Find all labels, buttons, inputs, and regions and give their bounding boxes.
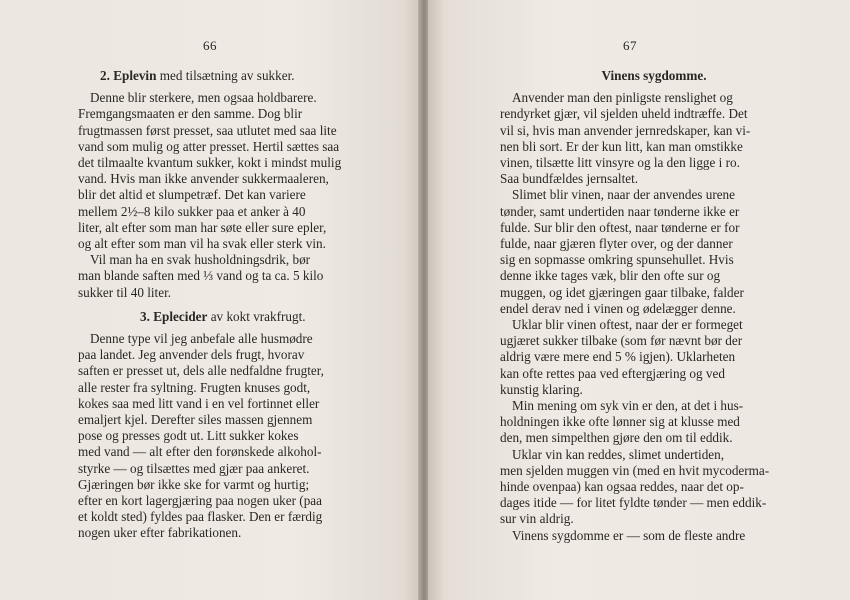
text-line: et koldt sted) fyldes paa flasker. Den er færdig xyxy=(78,509,323,525)
text-line: denne ikke tages væk, blir den ofte sur og xyxy=(500,268,721,284)
right-page-text xyxy=(500,68,808,544)
text-line: endel derav ned i vinen og ødelægger denne. xyxy=(500,300,736,316)
text-line: dages itide — for litet fyldte tønder — men eddik- xyxy=(500,495,767,511)
text-line: vand som mulig og atter presset. Hertil sættes saa xyxy=(78,138,340,154)
text-line: liter, alt efter som man har søte eller sure epler, xyxy=(78,219,327,235)
text-line: styrke — og tilsættes med gjær paa ankeret. xyxy=(78,460,310,476)
text-line: Uklar blir vinen oftest, naar der er formeget xyxy=(512,317,743,333)
text-line: fulde. Sur blir den oftest, naar tønderne er for xyxy=(500,219,740,235)
text-line: emaljert kjel. Derefter siles massen gjennem xyxy=(78,412,313,428)
section-3-heading xyxy=(78,309,390,325)
text-line: mellem 2½–8 kilo sukker paa et anker à 40 xyxy=(78,203,306,219)
text-line: Gjæringen bør ikke ske for varmt og hurtig; xyxy=(78,476,310,492)
text-line: den, men simpelthen gjøre den om til eddik. xyxy=(500,430,733,446)
text-line: kan ofte rettes paa ved eftergjæring og ved xyxy=(500,365,725,381)
text-line: kokes saa med litt vand i en vel fortinnet eller xyxy=(78,395,320,411)
text-line: Vinens sygdomme er — som de fleste andre xyxy=(512,527,746,543)
section-3-title: Eplecider xyxy=(153,308,208,324)
text-line: Denne type vil jeg anbefale alle husmødre xyxy=(90,331,313,347)
text-line: Uklar vin kan reddes, slimet undertiden, xyxy=(512,446,725,462)
left-page xyxy=(0,0,420,600)
text-line: nogen uker efter fabrikationen. xyxy=(78,525,242,541)
text-line: tønder, samt undertiden naar tønderne ikke er xyxy=(500,203,740,219)
text-line: Fremgangsmaaten er den samme. Dog blir xyxy=(78,106,303,122)
text-line: Slimet blir vinen, naar der anvendes urene xyxy=(512,187,736,203)
text-line: kunstig klaring. xyxy=(500,381,583,397)
text-line: ugjæret sukker tilbake (som før nævnt bør der xyxy=(500,333,743,349)
text-line: Saa bundfældes jernsaltet. xyxy=(500,171,639,187)
spacer xyxy=(78,301,390,309)
text-line: frugtmassen først presset, saa utlutet med saa lite xyxy=(78,122,337,138)
page-number-left: 66 xyxy=(203,38,217,53)
text-line: hinde ovenpaa) kan ogsaa reddes, naar det op- xyxy=(500,479,744,495)
text-line: pose og presses godt ut. Litt sukker kokes xyxy=(78,428,299,444)
text-line: efter en kort lagergjæring paa nogen uker (paa xyxy=(78,493,322,509)
section-2-title: Eplevin xyxy=(113,68,157,83)
left-page-text xyxy=(78,68,390,542)
right-page xyxy=(428,0,850,600)
section-heading: Vinens sygdomme. xyxy=(601,68,707,83)
text-line: holdningen ikke ofte lønner sig at klusse med xyxy=(500,414,740,430)
text-line: men sjelden muggen vin (med en hvit mycoderma- xyxy=(500,462,770,478)
text-line: og alt efter som man vil ha svak eller sterk vin. xyxy=(78,236,326,252)
text-line: blir det altid et slumpetræf. Det kan variere xyxy=(78,187,306,203)
section-3-subtitle: av kokt vrakfrugt. xyxy=(207,308,306,324)
section-3-number: 3. xyxy=(140,308,150,324)
text-line: det tilmaalte kvantum sukker, kokt i mindst mulig xyxy=(78,155,342,171)
text-line: sig en sopmasse omkring spunsehullet. Hvis xyxy=(500,252,734,268)
text-line: man blande saften med ⅓ vand og ta ca. 5 kilo xyxy=(78,268,324,284)
section-2-subtitle: med tilsætning av sukker. xyxy=(156,68,295,83)
text-line: fulde, naar gjæren flyter over, og der danner xyxy=(500,236,733,252)
text-line: alle rester fra syltning. Frugten knuses godt, xyxy=(78,379,311,395)
text-line: sukker til 40 liter. xyxy=(78,284,172,300)
section-2-heading xyxy=(78,68,390,84)
text-line: Anvender man den pinligste renslighet og xyxy=(512,90,733,106)
text-line: vand. Hvis man ikke anvender sukkermaaleren, xyxy=(78,171,329,187)
page-number-right: 67 xyxy=(623,38,637,53)
text-line: muggen, og idet gjæringen gaar tilbake, falder xyxy=(500,284,744,300)
text-line: Denne blir sterkere, men ogsaa holdbarere. xyxy=(90,90,317,106)
text-line: Min mening om syk vin er den, at det i hus- xyxy=(512,398,744,414)
text-line: vinen, tilsætte litt vinsyre og la den ligge i ro. xyxy=(500,155,740,171)
text-line: rendyrket gjær, vil sjelden uheld indtræffe. Det xyxy=(500,106,748,122)
text-line: aldrig være mere end 5 % igjen). Uklarheten xyxy=(500,349,736,365)
text-line: paa landet. Jeg anvender dels frugt, hvorav xyxy=(78,347,305,363)
text-line: vil si, hvis man anvender jernredskaper, kan vi- xyxy=(500,122,751,138)
section-2-number: 2. xyxy=(100,68,110,83)
text-line: nen bli sort. Er der kun litt, kan man omstikke xyxy=(500,138,743,154)
text-line: saften er presset ut, dels alle nedfaldne frugter, xyxy=(78,363,324,379)
text-line: med vand — alt efter den forønskede alkohol- xyxy=(78,444,322,460)
text-line: sur vin aldrig. xyxy=(500,511,574,527)
text-line: Vil man ha en svak husholdningsdrik, bør xyxy=(90,252,311,268)
